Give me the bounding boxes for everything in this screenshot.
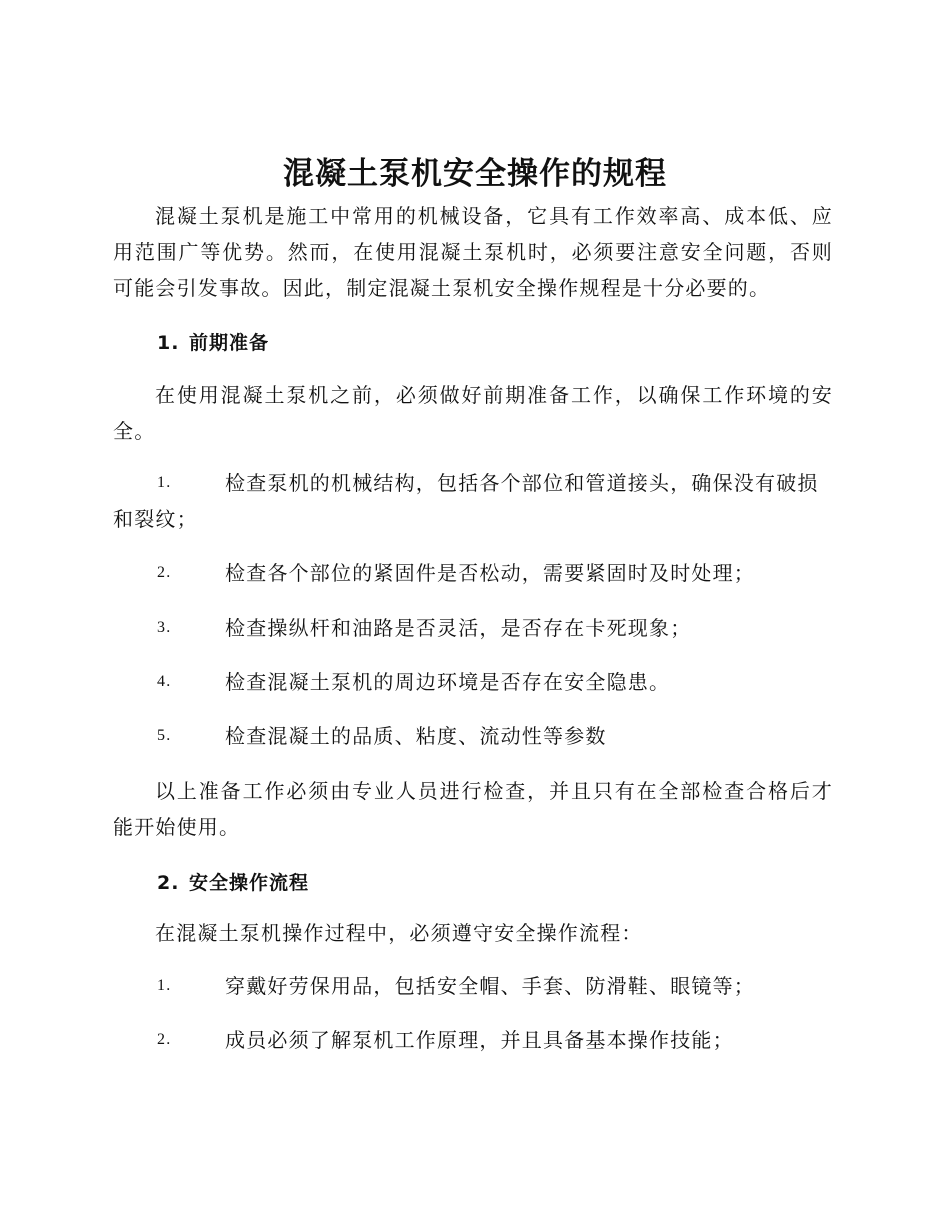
intro-paragraph: 混凝土泵机是施工中常用的机械设备，它具有工作效率高、成本低、应用范围广等优势。然而，在使用混凝土泵机时，必须要注意安全问题，否则可能会引发事故。因此，制定混凝土泵机安全操作规程是十分必要的。: [113, 204, 833, 300]
list-item: [113, 610, 833, 646]
section-heading-operation: [157, 868, 309, 895]
list-item-number: 4.: [157, 673, 172, 690]
list-item-number: 2.: [157, 564, 172, 581]
list-item-text: 检查操纵杆和油路是否灵活，是否存在卡死现象；: [225, 616, 692, 640]
list-item: [113, 555, 833, 591]
section-number: 2.: [157, 872, 180, 894]
list-item: [113, 968, 833, 1004]
list-item-number: 1.: [157, 977, 172, 994]
list-item: [113, 718, 833, 754]
document-title: 混凝土泵机安全操作的规程: [283, 156, 667, 192]
list-item: [113, 465, 833, 537]
list-item-text: 检查混凝土的品质、粘度、流动性等参数: [225, 724, 607, 748]
list-item-number: 1.: [157, 474, 172, 491]
list-item-text: 检查混凝土泵机的周边环境是否存在安全隐患。: [225, 670, 671, 694]
preparation-intro-paragraph: 在使用混凝土泵机之前，必须做好前期准备工作，以确保工作环境的安全。: [113, 383, 833, 443]
list-item-number: 2.: [157, 1031, 172, 1048]
section-number: 1.: [157, 332, 180, 354]
operation-intro-paragraph: 在混凝土泵机操作过程中，必须遵守安全操作流程：: [155, 921, 643, 945]
section-title: 前期准备: [189, 332, 270, 354]
list-item-text: 检查各个部位的紧固件是否松动，需要紧固时及时处理；: [225, 561, 755, 585]
list-item-text: 检查泵机的机械结构，包括各个部位和管道接头，确保没有破损和裂纹；: [113, 471, 819, 531]
section-heading-preparation: [157, 328, 269, 355]
list-item-text: 穿戴好劳保用品，包括安全帽、手套、防滑鞋、眼镜等；: [225, 974, 755, 998]
list-item-number: 3.: [157, 619, 172, 636]
list-item: [113, 1022, 833, 1058]
section-title: 安全操作流程: [189, 872, 310, 894]
preparation-closing-paragraph: 以上准备工作必须由专业人员进行检查，并且只有在全部检查合格后才能开始使用。: [113, 779, 833, 839]
list-item-text: 成员必须了解泵机工作原理，并且具备基本操作技能；: [225, 1028, 734, 1052]
list-item-number: 5.: [157, 727, 172, 744]
list-item: [113, 664, 833, 700]
